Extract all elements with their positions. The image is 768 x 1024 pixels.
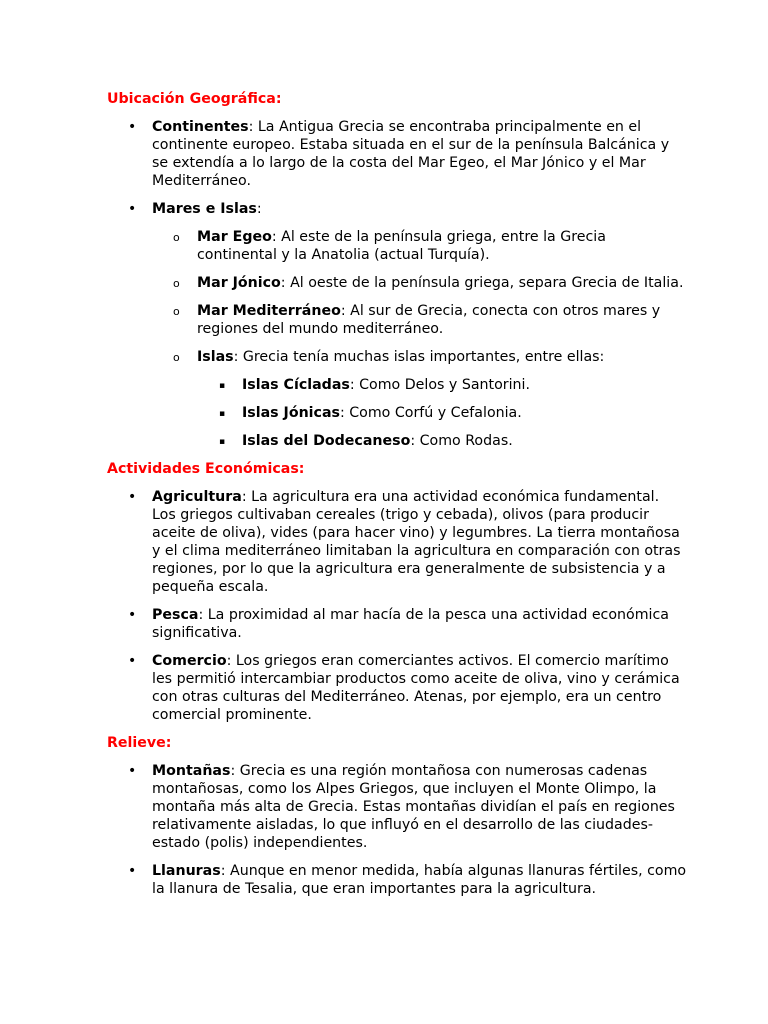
list-item <box>107 606 687 642</box>
list-item <box>107 488 687 596</box>
sublist-mares <box>152 228 687 450</box>
list-item <box>107 200 687 450</box>
item-text: : Grecia es una región montañosa con numerosas cadenas montañosas, como los Alpes Griegos, que incluyen el Monte Olimpo, la montaña más alta de Grecia. Estas montañas dividían el país en regiones relativamente aisladas, lo que influyó en el desarrollo de las ciudades-estado (polis) independientes. <box>152 763 675 851</box>
section-list-relieve <box>107 762 687 898</box>
bullet-disc-icon: • <box>128 201 137 217</box>
item-term: Islas Cícladas <box>242 377 350 393</box>
bullet-circle-icon: o <box>173 277 180 290</box>
item-text: : Como Rodas. <box>410 433 513 449</box>
bullet-circle-icon: o <box>173 305 180 318</box>
item-text: : La proximidad al mar hacía de la pesca una actividad económica significativa. <box>152 607 669 641</box>
item-text: : Como Corfú y Cefalonia. <box>339 405 522 421</box>
item-text: : Al sur de Grecia, conecta con otros mares y regiones del mundo mediterráneo. <box>197 303 661 337</box>
item-text: : Como Delos y Santorini. <box>349 377 530 393</box>
item-text: : Aunque en menor medida, había algunas llanuras fértiles, como la llanura de Tesalia, que eran importantes para la agricultura. <box>152 863 687 897</box>
bullet-circle-icon: o <box>173 231 180 244</box>
bullet-square-icon: ▪ <box>219 437 226 447</box>
item-term: Islas del Dodecaneso <box>242 433 411 449</box>
item-term: Mar Egeo <box>197 229 272 245</box>
bullet-disc-icon: • <box>128 489 137 505</box>
list-subsubitem <box>197 404 687 422</box>
list-subsubitem <box>197 376 687 394</box>
section-heading-relieve: Relieve: <box>107 735 172 751</box>
item-term: Montañas <box>152 763 231 779</box>
item-text: : La agricultura era una actividad económica fundamental. Los griegos cultivaban cereales (trigo y cebada), olivos (para producir aceite de oliva), vides (para hacer vino) y legumbres. La tierra montañosa y el clima mediterráneo limitaban la agricultura en comparación con otras regiones, por lo que la agricultura era generalmente de subsistencia y a pequeña escala. <box>152 489 681 595</box>
list-item <box>107 118 687 190</box>
item-term: Llanuras <box>152 863 221 879</box>
bullet-circle-icon: o <box>173 351 180 364</box>
list-item <box>107 762 687 852</box>
bullet-disc-icon: • <box>128 653 137 669</box>
bullet-disc-icon: • <box>128 119 137 135</box>
section-heading-ubicacion: Ubicación Geográfica: <box>107 91 282 107</box>
item-text: : Los griegos eran comerciantes activos. El comercio marítimo les permitió intercambiar productos como aceite de oliva, vino y cerámica con otras culturas del Mediterráneo. Atenas, por ejemplo, era un centro comercial prominente. <box>152 653 680 723</box>
section-heading-actividades: Actividades Económicas: <box>107 461 305 477</box>
bullet-square-icon: ▪ <box>219 381 226 391</box>
bullet-square-icon: ▪ <box>219 409 226 419</box>
item-term: Agricultura <box>152 489 242 505</box>
item-text: : Al oeste de la península griega, separa Grecia de Italia. <box>280 275 684 291</box>
list-subsubitem <box>197 432 687 450</box>
list-subitem <box>152 348 687 450</box>
item-term: Mar Mediterráneo <box>197 303 341 319</box>
section-list-ubicacion <box>107 118 687 450</box>
list-subitem <box>152 302 687 338</box>
section-list-actividades <box>107 488 687 724</box>
bullet-disc-icon: • <box>128 607 137 623</box>
item-text: : La Antigua Grecia se encontraba principalmente en el continente europeo. Estaba situada en el sur de la península Balcánica y se extendía a lo largo de la costa del Mar Egeo, el Mar Jónico y el Mar Mediterráneo. <box>152 119 670 189</box>
document-body <box>107 90 687 908</box>
list-subitem <box>152 274 687 292</box>
item-term: Comercio <box>152 653 227 669</box>
item-term: Mares e Islas <box>152 201 257 217</box>
item-term: Islas <box>197 349 234 365</box>
item-text: : Grecia tenía muchas islas importantes, entre ellas: <box>233 349 605 365</box>
list-item <box>107 862 687 898</box>
item-text: : <box>256 201 262 217</box>
sublist-islas <box>197 376 687 450</box>
item-text: : Al este de la península griega, entre la Grecia continental y la Anatolia (actual Turquía). <box>197 229 606 263</box>
item-term: Continentes <box>152 119 249 135</box>
list-item <box>107 652 687 724</box>
item-term: Islas Jónicas <box>242 405 340 421</box>
bullet-disc-icon: • <box>128 763 137 779</box>
item-term: Pesca <box>152 607 199 623</box>
item-term: Mar Jónico <box>197 275 281 291</box>
bullet-disc-icon: • <box>128 863 137 879</box>
list-subitem <box>152 228 687 264</box>
